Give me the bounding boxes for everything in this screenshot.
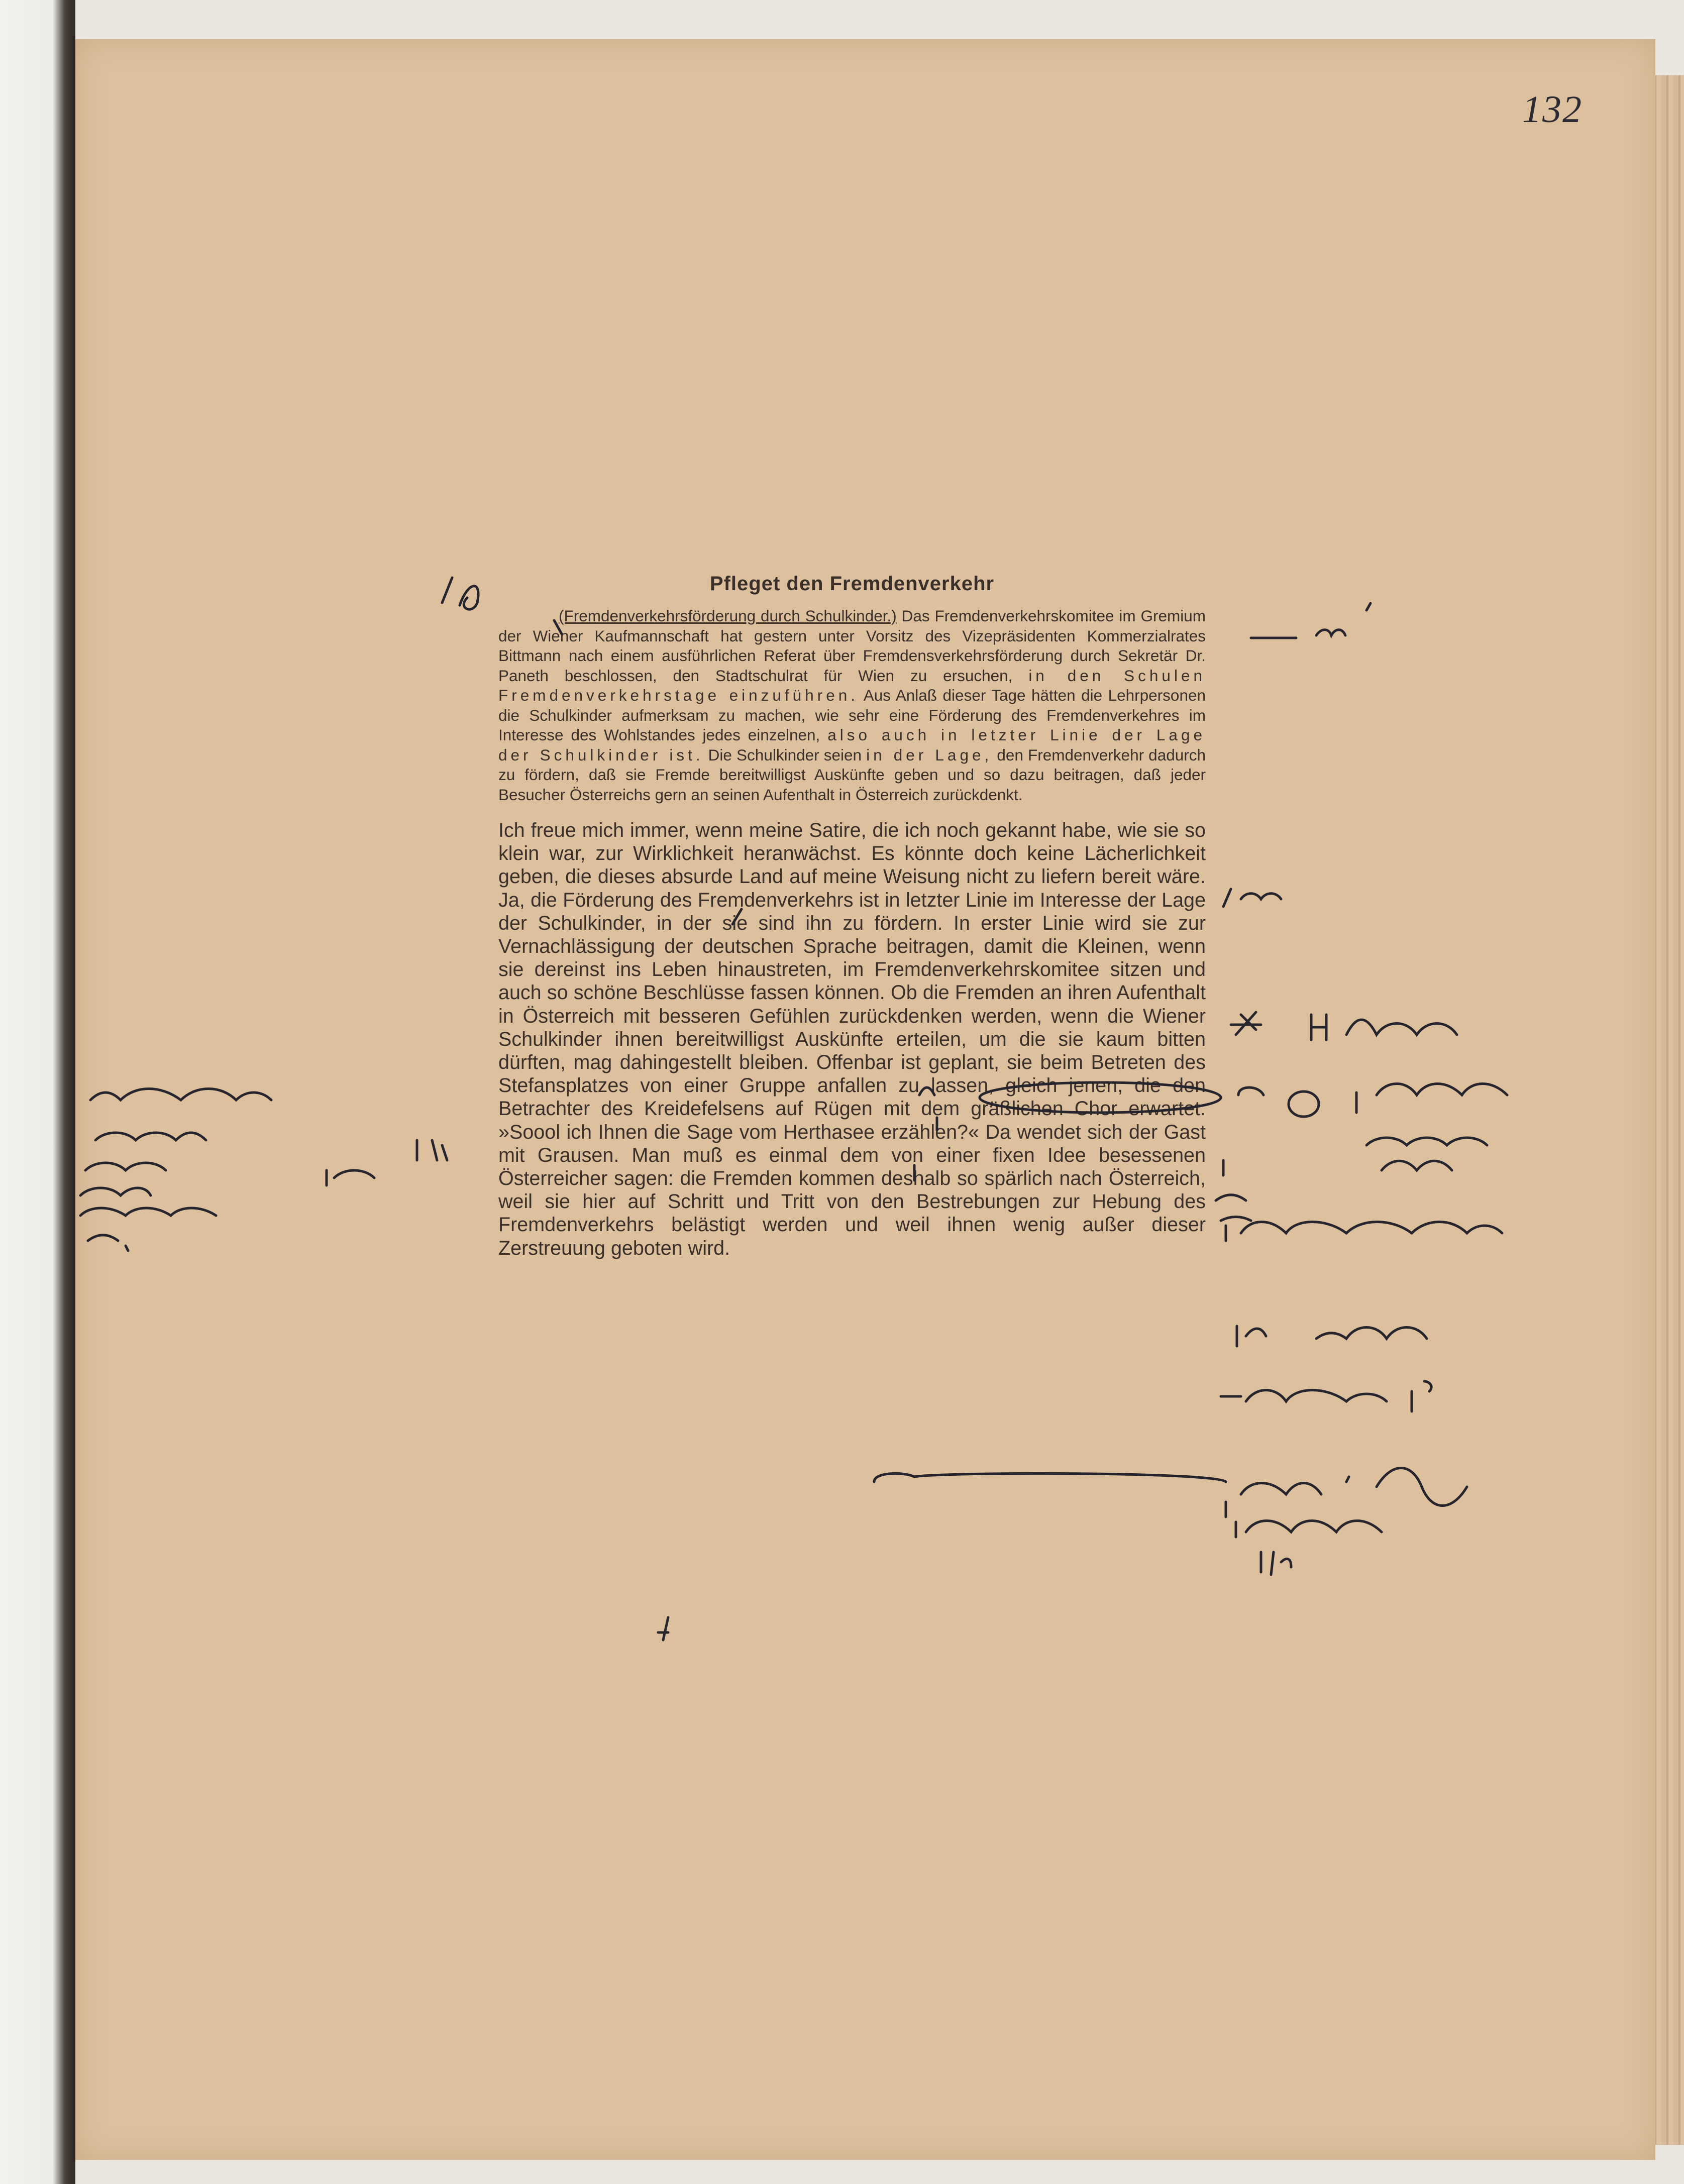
news-text: Aus Anlaß dieser Tage hätten die Lehrpersonen die Schulkinder aufmerksam zu machen, wie sehr eine Förderung des Fremdenverkehres im Interesse des Wohlstandes jedes einzelnen, bbox=[498, 686, 1206, 744]
satire-paragraph: Ich freue mich immer, wenn meine Satire, die ich noch gekannt habe, wie sie so klein war, zur Wirklichkeit heranwächst. Es könnte doch keine Lächerlichkeit geben, die dieses absurde Land auf meine Weisung nicht zu liefern bereit wäre. Ja, die Förderung des Fremdenverkehrs ist in letzter Linie im Interesse der Lage der Schulkinder, in der sie sind ihn zu fördern. In erster Linie wird sie zur Vernachlässigung der deutschen Sprache beitragen, damit die Kleinen, wenn sie dereinst ins Leben hinaustreten, im Fremdenverkehrskomitee sitzen und auch so schöne Beschlüsse fassen können. Ob die Fremden an ihren Aufenthalt in Österreich mit besseren Gefühlen zurückdenken werden, wenn die Wiener Schulkinder ihnen bereitwilligst Auskünfte erteilen, um die sie kaum bitten dürften, mag dahingestellt bleiben. Offenbar ist geplant, sie beim Betreten des Stefansplatzes von einer Gruppe anfallen zu lassen, gleich jenen, die den Betrachter des Kreidefelsens auf Rügen mit dem gräßlichen Chor erwartet: »Soool ich Ihnen die Sage vom Herthasee erzählen?« Da wendet sich der Gast mit Grausen. Man muß es einmal dem von einer fixen Idee besessenen Österreicher sagen: die Fremden kommen deshalb so spärlich nach Österreich, weil sie hier auf Schritt und Tritt von den Bestrebungen zur Hebung des Fremdenverkehrs belästigt werden und weil ihnen wenig außer dieser Zerstreuung geboten wird. bbox=[498, 819, 1206, 1259]
news-text: den Fremdenverkehr dadurch zu fördern, daß sie Fremde bereitwilligst Auskünfte geben und so dazu beitragen, daß jeder Besucher Österreichs gern an seinen Aufenthalt in Österreich zurückdenkt. bbox=[498, 745, 1206, 804]
news-spaced-text: also auch in letzter Linie der Lage der Schulkinder ist. bbox=[498, 726, 1206, 764]
news-text: Das Fremdenverkehrskomitee im Gremium der Wiener Kaufmannschaft hat gestern unter Vorsitz des Vizepräsidenten Kommerzialrates Bittmann nach einem ausführlichen Referat über Fremdensverkehrsförderung durch Sekretär Dr. Paneth beschlossen, den Stadtschulrat für Wien zu ersuchen, bbox=[498, 607, 1206, 685]
page-number: 132 bbox=[1522, 88, 1583, 131]
news-spaced-text: in den Schulen Fremdenverkehrstage einzuführen. bbox=[498, 666, 1206, 704]
news-header: (Fremdenverkehrsförderung durch Schulkinder.) bbox=[559, 607, 897, 625]
news-text: Die Schulkinder seien bbox=[703, 745, 867, 764]
news-spaced-text: in der Lage, bbox=[866, 745, 993, 764]
article-title: Pfleget den Fremdenverkehr bbox=[709, 573, 995, 595]
